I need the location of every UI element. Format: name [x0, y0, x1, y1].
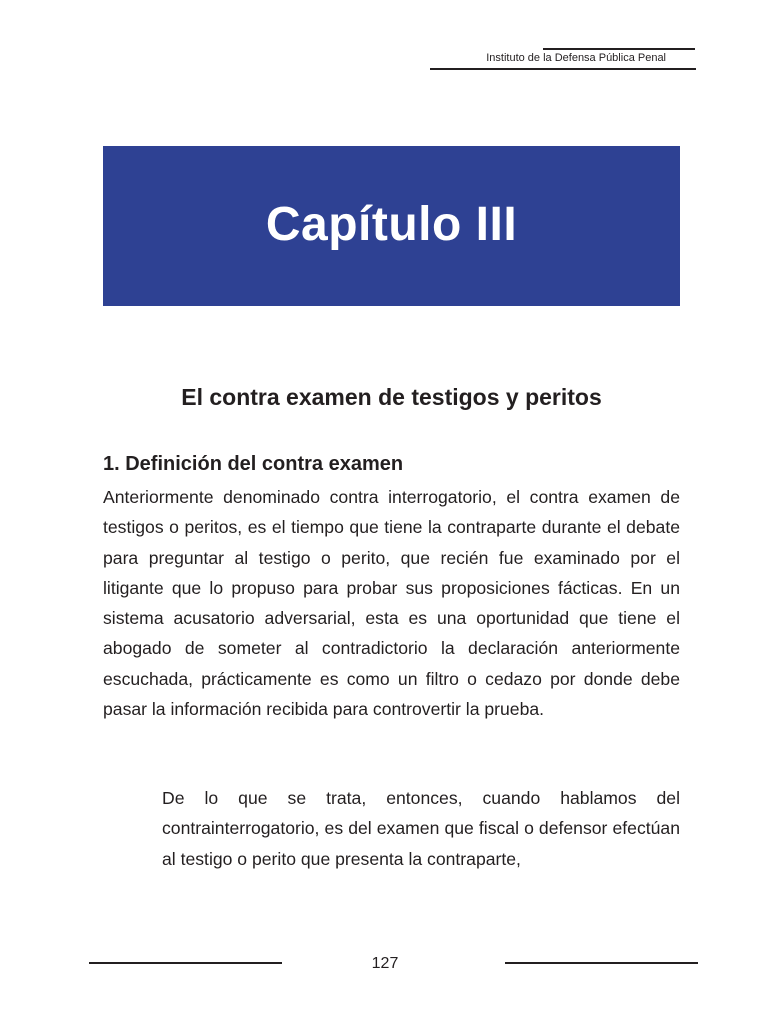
footer-rule-left: [89, 962, 282, 964]
chapter-title: Capítulo III: [265, 197, 518, 251]
section-title: El contra examen de testigos y peritos: [181, 384, 602, 410]
header-institution: Instituto de la Defensa Pública Penal: [486, 52, 666, 64]
body-paragraph-2: De lo que se trata, entonces, cuando hablamos del contrainterrogatorio, es del examen que fiscal o defensor efectúan al testigo o perito que presenta la contraparte,: [162, 788, 680, 869]
header-rule-bottom: [430, 68, 696, 70]
body-paragraph-1: Anteriormente denominado contra interrogatorio, el contra examen de testigos o peritos, es el tiempo que tiene la contraparte durante el debate para preguntar al testigo o perito, que recién fue examinado por el litigante que lo propuso para probar sus proposiciones fácticas. En un sistema acusatorio adversarial, esta es una oportunidad que tiene el abogado de someter al contradictorio la declaración anteriormente escuchada, prácticamente es como un filtro o cedazo por donde debe pasar la información recibida para controvertir la prueba.: [103, 487, 680, 720]
header-rule-top: [543, 48, 695, 50]
page-number: 127: [371, 955, 399, 972]
chapter-banner: [103, 146, 680, 306]
subsection-title: 1. Definición del contra examen: [103, 453, 404, 475]
footer-rule-right: [505, 962, 698, 964]
